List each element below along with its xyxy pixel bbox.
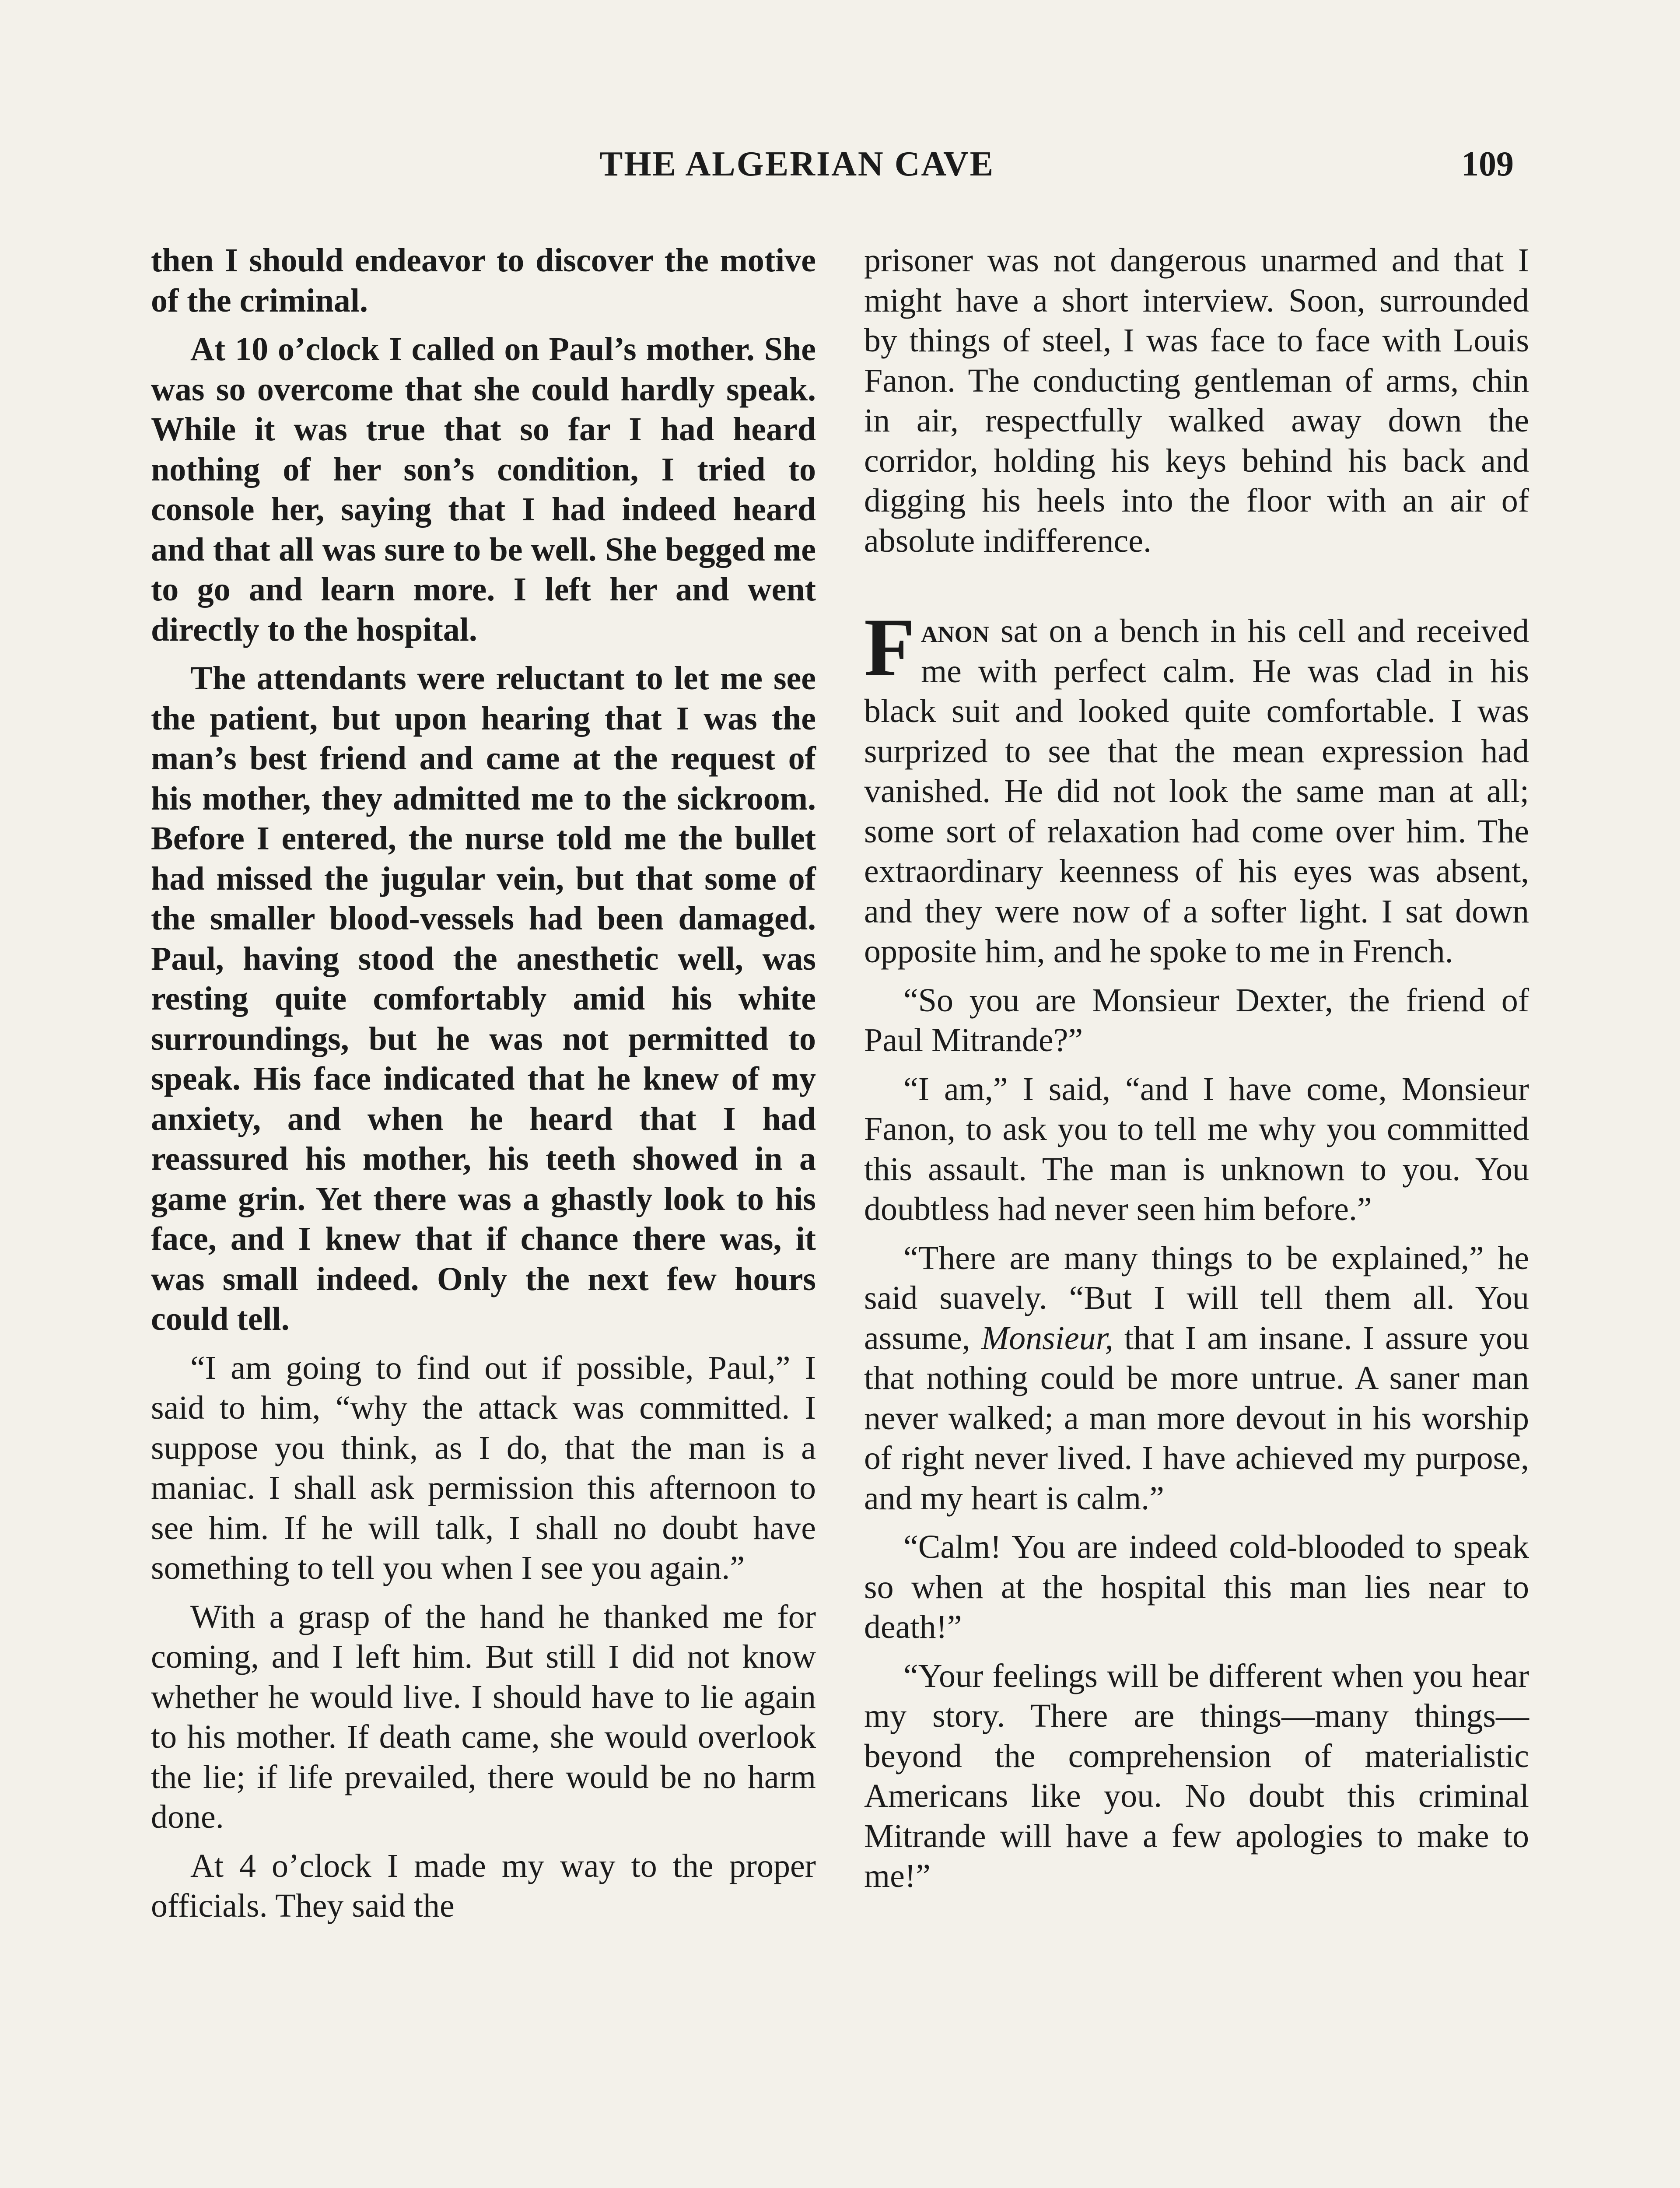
running-head — [0, 144, 1680, 193]
running-title: THE ALGERIAN CAVE — [599, 145, 995, 183]
paragraph: At 4 o’clock I made my way to the proper officials. They said the — [151, 1847, 816, 1924]
left-column — [151, 241, 816, 2188]
paragraph — [864, 602, 1529, 972]
paragraph: At 10 o’clock I called on Paul’s mother. She was so overcome that she could hardly speak. While it was true that so far I had heard nothing of her son’s condition, I tried to console her, saying that I had indeed heard and that all was sure to be well. She begged me to go and learn more. I left her and went directly to the hospital. — [151, 331, 816, 648]
drop-cap: F — [864, 602, 915, 694]
paragraph: then I should endeavor to discover the motive of the criminal. — [151, 242, 816, 319]
paragraph: “Calm! You are indeed cold-blooded to speak so when at the hospital this man lies near to death!” — [864, 1529, 1529, 1645]
paragraph: The attendants were reluctant to let me see the patient, but upon hearing that I was the man’s best friend and came at the request of his mother, they admitted me to the sickroom. Before I entered, the nurse told me the bullet had missed the jugular vein, but that some of the smaller blood-vessels had been damaged. Paul, having stood the anesthetic well, was resting quite comfortably amid his white surroundings, but he was not permitted to speak. His face indicated that he knew of my anxiety, and when he heard that I had reassured his mother, his teeth showed in a game grin. Yet there was a ghastly look to his face, and I knew that if chance there was, it was small indeed. Only the next few hours could tell. — [151, 660, 816, 1337]
paragraph: prisoner was not dangerous unarmed and that I might have a short interview. Soon, surrounded by things of steel, I was face to face with Louis Fanon. The conducting gentleman of arms, chin in air, respectfully walked away down the corridor, holding his keys behind his back and digging his heels into the floor with an air of absolute indifference. — [864, 242, 1529, 559]
paragraph: “So you are Monsieur Dexter, the friend of Paul Mitrande?” — [864, 982, 1529, 1059]
page-number: 109 — [1461, 145, 1514, 183]
paragraph: “I am going to find out if possible, Paul,” I said to him, “why the attack was committed. I suppose you think, as I do, that the man is a maniac. I shall ask permission this afternoon to see him. If he will talk, I shall no doubt have something to tell you when I see you again.” — [151, 1349, 816, 1586]
paragraph: With a grasp of the hand he thanked me for coming, and I left him. But still I did not know whether he would live. I should have to lie again to his mother. If death came, she would overlook the lie; if life prevailed, there would be no harm done. — [151, 1598, 816, 1835]
right-column — [864, 241, 1529, 2188]
paragraph: “Your feelings will be different when you hear my story. There are things—many things—beyond the comprehension of materialistic Americans like you. No doubt this criminal Mitrande will have a few apologies to make to me!” — [864, 1657, 1529, 1894]
paragraph — [864, 1238, 1529, 1519]
paragraph-text: sat on a bench in his cell and received me with perfect calm. He was clad in his black suit and looked quite comfortable. I was surprized to see that the mean expression had vanished. He did not look the same man at all; some sort of relaxation had come over him. The extraordinary keenness of his eyes was absent, and they were now of a softer light. I sat down opposite him, and he spoke to me in French. — [864, 613, 1529, 970]
paragraph: “I am,” I said, “and I have come, Monsieur Fanon, to ask you to tell me why you committed this assault. The man is unknown to you. You doubtless had never seen him before.” — [864, 1070, 1529, 1227]
paragraph-text: that I am insane. I assure you that nothing could be more untrue. A saner man never walked; a man more devout in his worship of right never lived. I have achieved my purpose, and my heart is calm.” — [864, 1319, 1529, 1517]
italic-word: Monsieur, — [981, 1319, 1113, 1357]
paragraph-text: “There are many things to be explained,” he said suavely. “But I will tell them all. You assume, — [864, 1239, 1529, 1357]
small-caps-lead: anon — [921, 613, 990, 649]
